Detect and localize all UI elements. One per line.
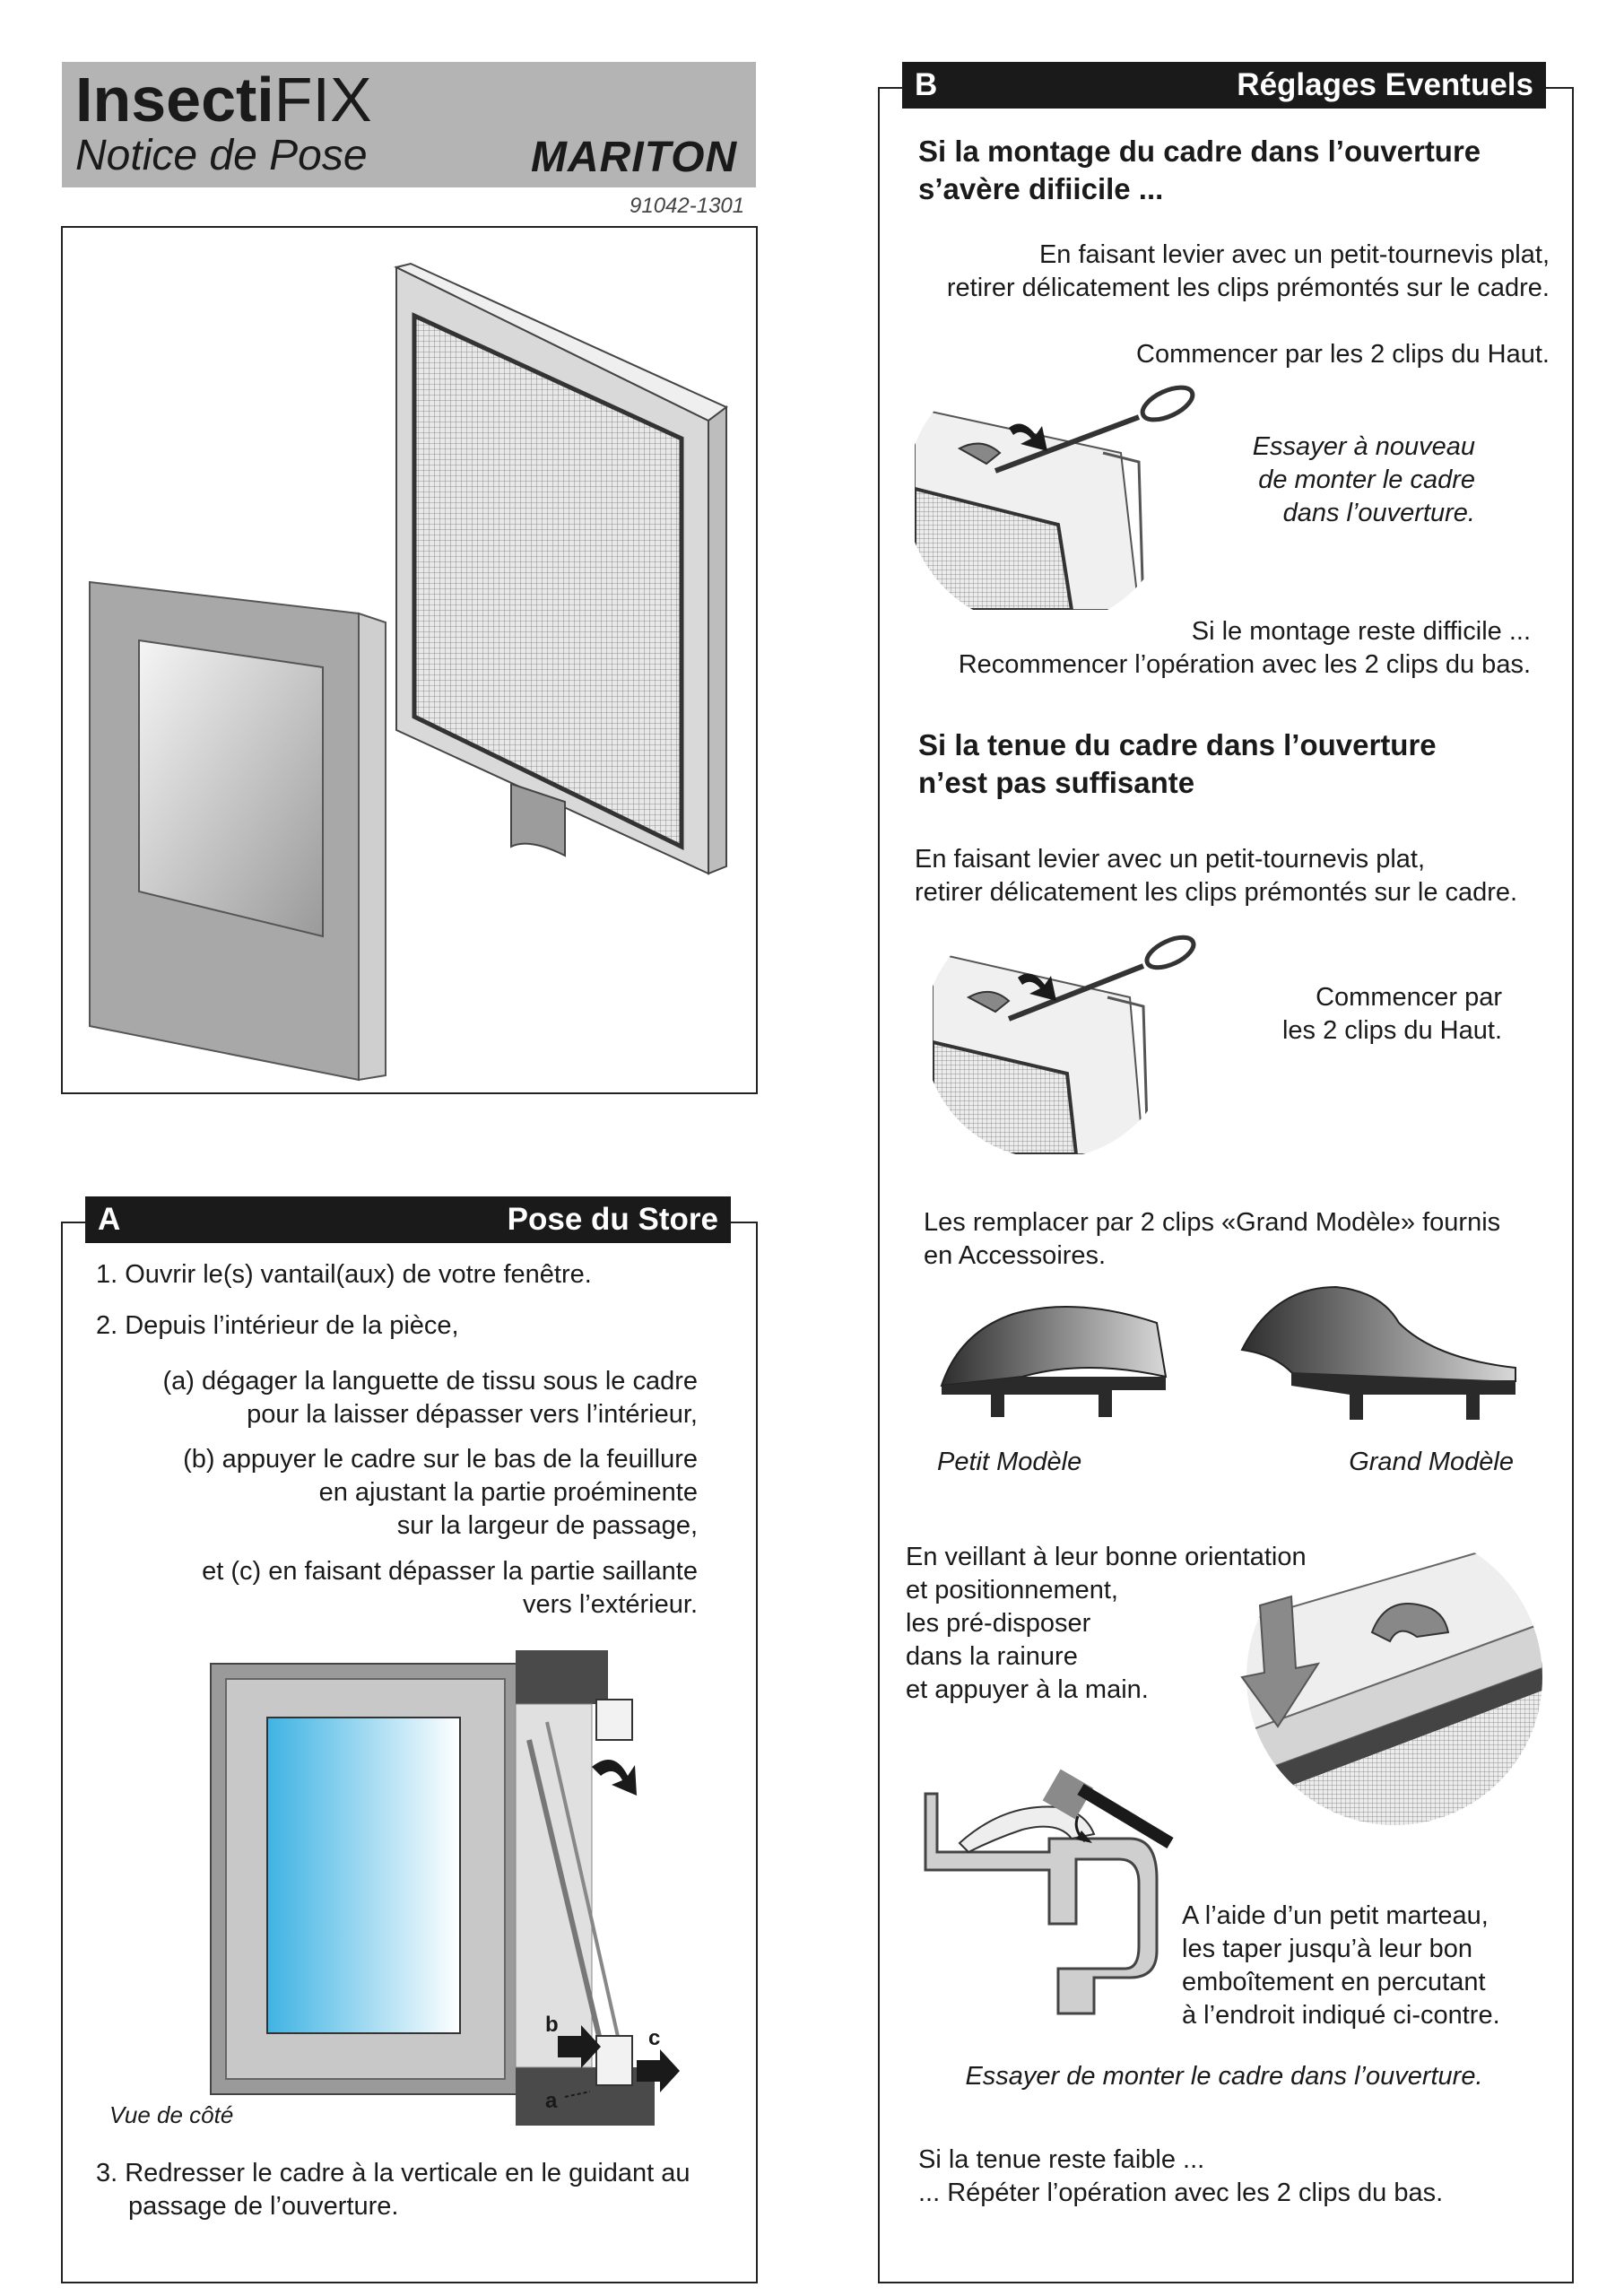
- petit-modele-clip: [942, 1307, 1166, 1417]
- paragraph-6: Commencer par les 2 clips du Haut.: [1281, 983, 1502, 1045]
- step-2b: (b) appuyer le cadre sur le bas de la feuillure en ajustant la partie proéminente sur la largeur de passage,: [183, 1445, 698, 1540]
- step-2c: et (c) en faisant dépasser la partie saillante vers l’extérieur.: [202, 1557, 698, 1619]
- step-3: 3. Redresser le cadre à la verticale en le guidant au passage de l’ouverture.: [96, 2159, 690, 2221]
- paragraph-3-italic: Essayer à nouveau de monter le cadre dans l’ouverture.: [1252, 432, 1475, 527]
- heading-1: Si la montage du cadre dans l’ouverture s’avère difiicile ...: [918, 135, 1481, 205]
- section-b-title: Réglages Eventuels: [1237, 67, 1533, 102]
- paragraph-9: A l’aide d’un petit marteau, les taper jusqu’à leur bon emboîtement en percutant à l’endroit indiqué ci-contre.: [1182, 1901, 1500, 2030]
- label-b: b: [545, 2013, 559, 2037]
- paragraph-10-italic: Essayer de monter le cadre dans l’ouverture.: [965, 2062, 1483, 2091]
- mariton-logo: MARITON: [531, 134, 738, 181]
- illustration-frame: [61, 226, 758, 1094]
- paragraph-4: Si le montage reste difficile ... Recommencer l’opération avec les 2 clips du bas.: [958, 617, 1531, 679]
- caption-petit-modele: Petit Modèle: [937, 1448, 1082, 1476]
- label-c: c: [648, 2026, 661, 2050]
- section-a-letter: A: [98, 1202, 121, 1237]
- paragraph-8: En veillant à leur bonne orientation et positionnement, les pré-disposer dans la rainure et appuyer à la main.: [906, 1543, 1307, 1704]
- section-a-header: [85, 1196, 731, 1243]
- window-screen-illustration: [63, 228, 756, 1092]
- brand-title: InsectiFIX: [75, 65, 372, 135]
- step-1: 1. Ouvrir le(s) vantail(aux) de votre fenêtre.: [96, 1260, 592, 1289]
- paragraph-5: En faisant levier avec un petit-tournevis plat, retirer délicatement les clips prémontés sur le cadre.: [915, 845, 1518, 907]
- subtitle: Notice de Pose: [75, 132, 368, 179]
- step-2: 2. Depuis l’intérieur de la pièce,: [96, 1311, 459, 1340]
- section-b-letter: B: [915, 67, 938, 102]
- side-view-caption: Vue de côté: [109, 2101, 234, 2128]
- caption-grand-modele: Grand Modèle: [1349, 1448, 1514, 1476]
- paragraph-1: En faisant levier avec un petit-tournevis plat, retirer délicatement les clips prémontés sur le cadre.: [946, 240, 1550, 302]
- paragraph-11: Si la tenue reste faible ... ... Répéter l’opération avec les 2 clips du bas.: [918, 2145, 1444, 2207]
- press-clip-illustration: [1175, 1534, 1542, 1830]
- section-a-title: Pose du Store: [507, 1202, 718, 1237]
- paragraph-2: Commencer par les 2 clips du Haut.: [1136, 340, 1550, 369]
- clips-comparison: [933, 1269, 1524, 1431]
- paragraph-7: Les remplacer par 2 clips «Grand Modèle» fournis en Accessoires.: [924, 1208, 1501, 1270]
- hammer-profile-illustration: [915, 1753, 1184, 2022]
- side-view-diagram: [206, 1641, 708, 2126]
- section-b-header: [902, 62, 1546, 109]
- heading-2: Si la tenue du cadre dans l’ouverture n’est pas suffisante: [918, 728, 1437, 799]
- document-reference: 91042-1301: [630, 194, 745, 218]
- label-a: a: [545, 2089, 558, 2113]
- step-2a: (a) dégager la languette de tissu sous le cadre pour la laisser dépasser vers l’intérieur,: [162, 1367, 698, 1429]
- grand-modele-clip: [1242, 1287, 1515, 1420]
